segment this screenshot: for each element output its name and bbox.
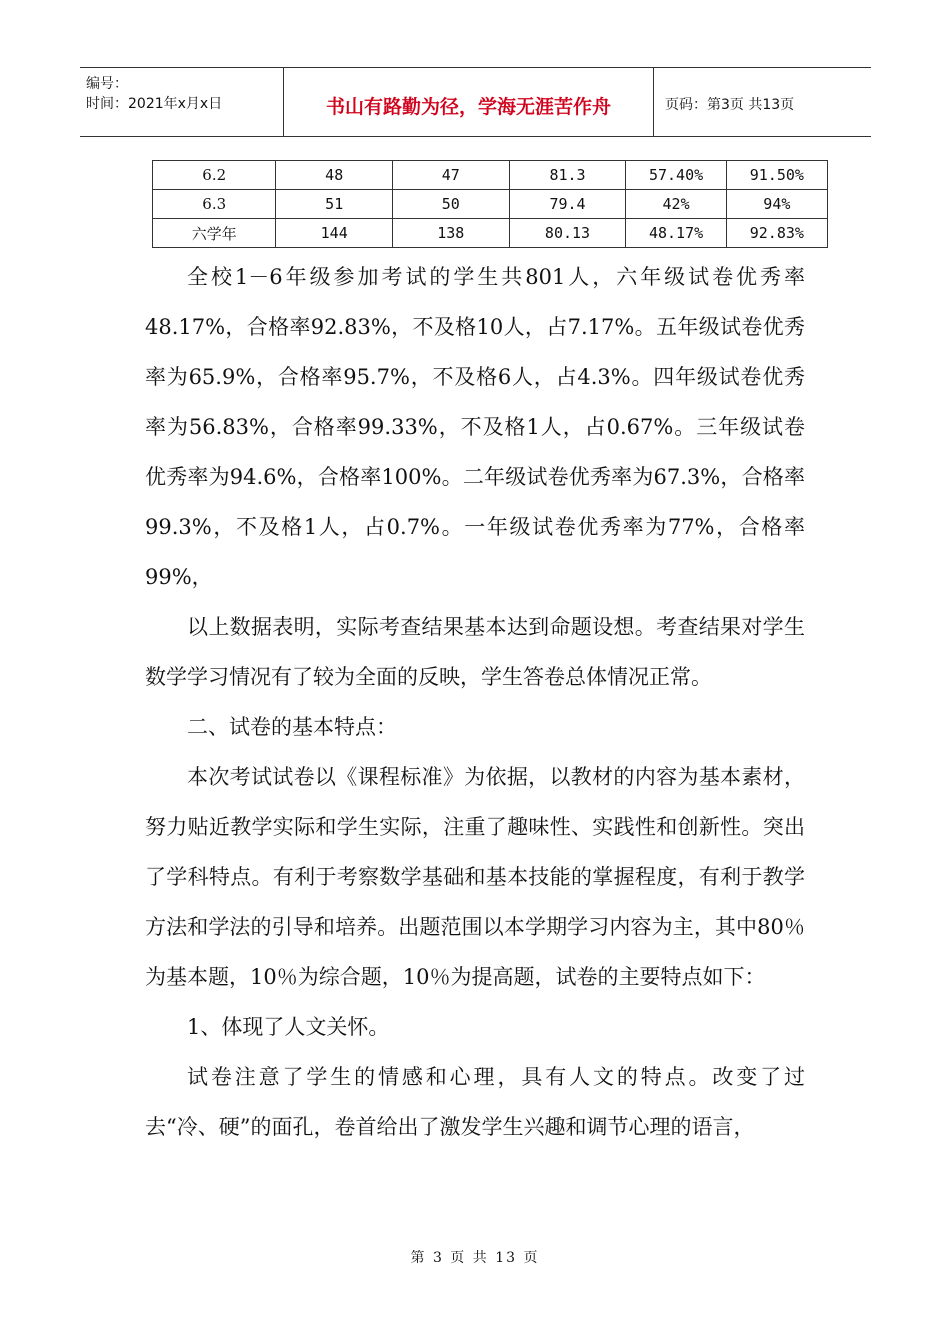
subsection-heading: 1、体现了人文关怀。 [187,1015,390,1039]
header-motto: 书山有路勤为径，学海无涯苦作舟 [325,96,611,118]
paragraph: 本次考试试卷以《课程标准》为依据，以教材的内容为基本素材，努力贴近教学实际和学生实际，注重了趣味性、实践性和创新性。突出了学科特点。有利于考察数学基础和基本技能的掌握程度，有利于教学方法和学法的引导和培养。出题范围以本学期学习内容为主，其中80％为基本题，10％为综合题，10％为提高题，试卷的主要特点如下： [145,765,805,989]
number-label: 编号： [86,76,128,92]
paragraph: 试卷注意了学生的情感和心理，具有人文的特点。改变了过去“冷、硬”的面孔，卷首给出了激发学生兴趣和调节心理的语言， [145,1065,805,1139]
table-cell: 144 [276,219,393,248]
table-row [153,161,828,190]
table-cell: 94% [726,190,827,219]
table-cell: 6.2 [153,161,276,190]
table-cell: 51 [276,190,393,219]
scores-table [152,160,828,248]
paragraph: 以上数据表明，实际考查结果基本达到命题设想。考查结果对学生数学学习情况有了较为全面的反映，学生答卷总体情况正常。 [145,615,805,689]
table-cell: 57.40% [626,161,726,190]
table-cell: 42% [626,190,726,219]
paragraph: 全校1－6年级参加考试的学生共801人，六年级试卷优秀率48.17%，合格率92.83%，不及格10人，占7.17%。五年级试卷优秀率为65.9%，合格率95.7%，不及格6人，占4.3%。四年级试卷优秀率为56.83%，合格率99.33%，不及格1人，占0.67%。三年级试卷优秀率为94.6%，合格率100%。二年级试卷优秀率为67.3%，合格率99.3%，不及格1人，占0.7%。一年级试卷优秀率为77%，合格率99%， [145,265,805,589]
table-cell: 91.50% [726,161,827,190]
table-cell: 48.17% [626,219,726,248]
table-cell: 81.3 [509,161,626,190]
header-meta [86,74,222,114]
table-cell: 138 [393,219,510,248]
table-cell: 50 [393,190,510,219]
table-cell: 六学年 [153,219,276,248]
table-cell: 80.13 [509,219,626,248]
table-cell: 79.4 [509,190,626,219]
table-row [153,190,828,219]
table-cell: 48 [276,161,393,190]
table-row [153,219,828,248]
section-heading: 二、试卷的基本特点： [187,715,397,739]
time-label: 时间：2021年x月x日 [86,96,223,112]
table-cell: 47 [393,161,510,190]
header-page-info: 页码：第3页 共13页 [665,97,795,113]
table-cell: 92.83% [726,219,827,248]
page-header [80,67,871,137]
page-footer: 第 3 页 共 13 页 [410,1250,540,1266]
header-divider [653,68,654,136]
document-body [145,252,805,1152]
table-cell: 6.3 [153,190,276,219]
